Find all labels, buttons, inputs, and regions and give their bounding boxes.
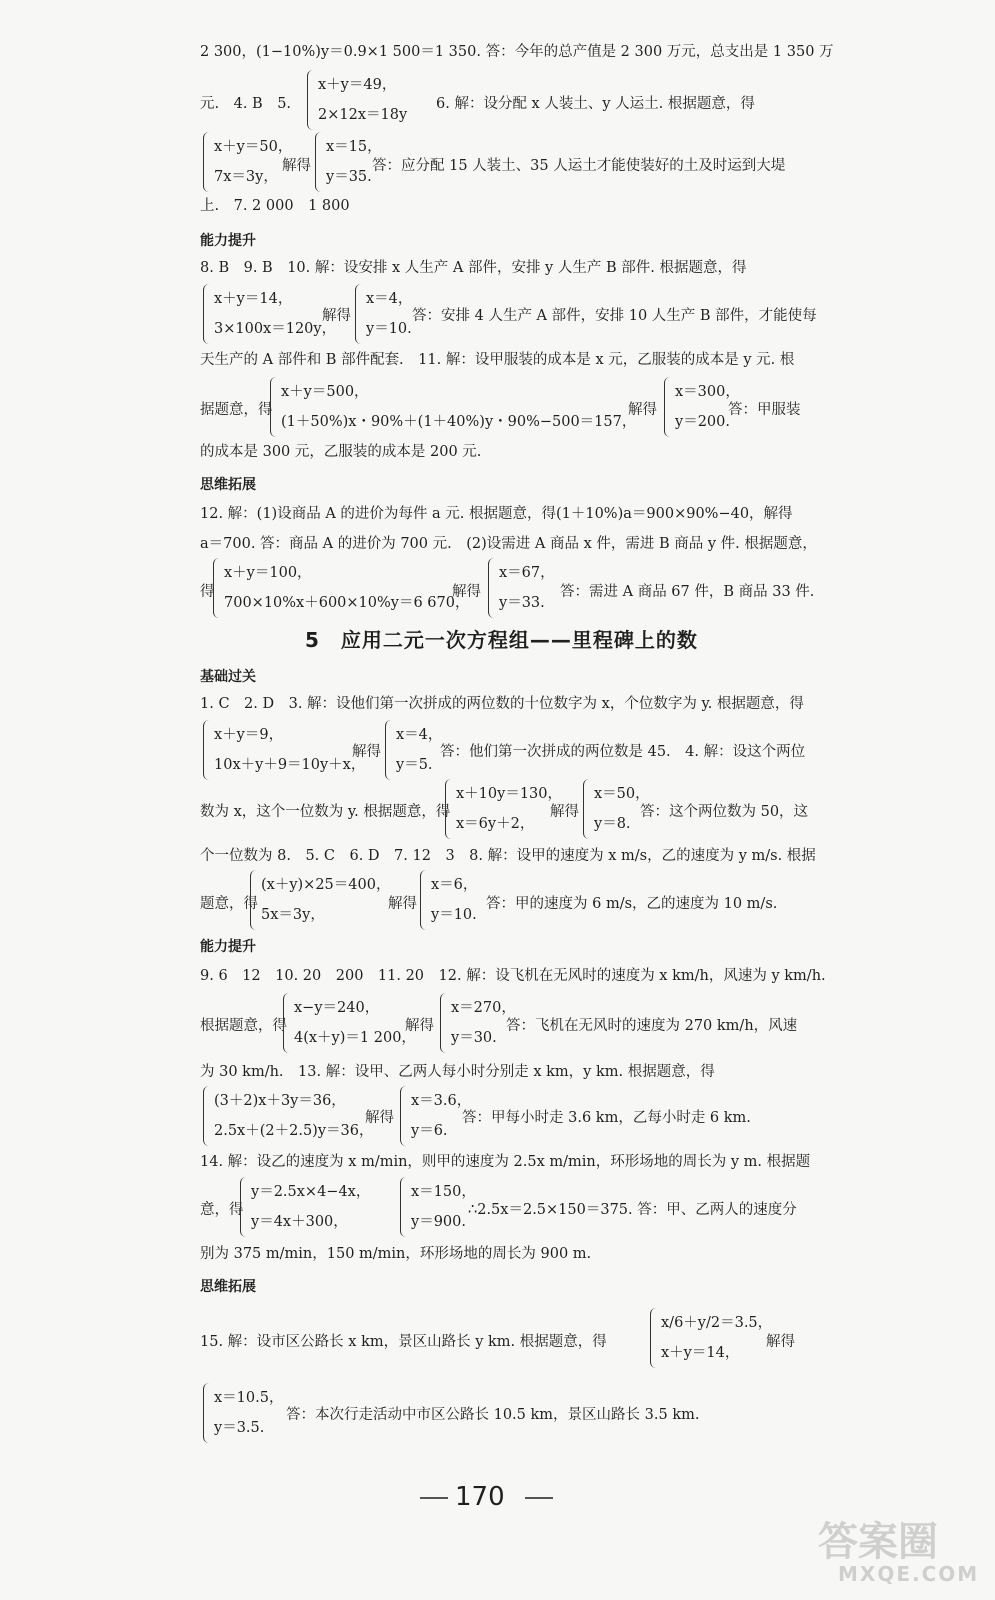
text-line: 数为 x，这个一位数为 y. 根据题意，得 — [200, 804, 451, 820]
text-line: 解得 — [766, 1334, 795, 1350]
equation-system: x＝300， y＝200. — [664, 377, 740, 437]
text-line: 6. 解：设分配 x 人装土、y 人运土. 根据题意，得 — [436, 96, 755, 112]
text-line: 解得 — [322, 308, 351, 324]
text-line: 12. 解：(1)设商品 A 的进价为每件 a 元. 根据题意，得(1＋10%)a＝900×90%−40，解得 — [200, 506, 793, 522]
text-line: 解得 — [405, 1018, 434, 1034]
equation-system: x＝3.6， y＝6. — [400, 1086, 471, 1146]
equation-system: x＋y＝14， 3×100x＝120y， — [203, 284, 336, 344]
equation-system: x＋y＝50， 7x＝3y， — [203, 132, 292, 192]
text-line: 解得 — [452, 584, 481, 600]
equation-system: x＝150， y＝900. — [400, 1177, 476, 1237]
text-line: 天生产的 A 部件和 B 部件配套. 11. 解：设甲服装的成本是 x 元，乙服装的成本是 y 元. 根 — [200, 352, 795, 368]
equation-system: x＋10y＝130， x＝6y＋2， — [445, 779, 562, 839]
text-line: 答：需进 A 商品 67 件，B 商品 33 件. — [560, 584, 815, 600]
text-line: 答：安排 4 人生产 A 部件，安排 10 人生产 B 部件，才能使每 — [412, 308, 817, 324]
text-line: 2 300，(1−10%)y＝0.9×1 500＝1 350. 答：今年的总产值是 2 300 万元，总支出是 1 350 万 — [200, 44, 834, 60]
section-heading: 思维拓展 — [200, 1279, 256, 1295]
text-line: 上. 7. 2 000 1 800 — [200, 198, 350, 214]
equation-system: x−y＝240， 4(x＋y)＝1 200， — [283, 993, 416, 1053]
equation-system: x＝4， y＝10. — [355, 284, 412, 344]
watermark-url: MXQE.COM — [838, 1562, 980, 1586]
equation-system: (x＋y)×25＝400， 5x＝3y， — [250, 870, 390, 930]
watermark-logo — [808, 1510, 988, 1590]
section-heading: 思维拓展 — [200, 477, 256, 493]
equation-system: x＋y＝9， 10x＋y＋9＝10y＋x， — [203, 720, 365, 780]
watermark-title: 答案圈 — [818, 1519, 938, 1565]
section-heading: 基础过关 — [200, 669, 256, 685]
text-line: 答：本次行走活动中市区公路长 10.5 km，景区山路长 3.5 km. — [286, 1407, 700, 1423]
equation-system: x＝10.5， y＝3.5. — [203, 1383, 283, 1443]
equation-system: x＝6， y＝10. — [420, 870, 477, 930]
text-line: 答：甲每小时走 3.6 km，乙每小时走 6 km. — [462, 1110, 751, 1126]
text-line: 答：飞机在无风时的速度为 270 km/h，风速 — [506, 1018, 798, 1034]
text-line: 据题意，得 — [200, 402, 273, 418]
text-line: 答：应分配 15 人装土、35 人运土才能使装好的土及时运到大堤 — [372, 158, 786, 174]
text-line: 个一位数为 8. 5. C 6. D 7. 12 3 8. 解：设甲的速度为 x m/s，乙的速度为 y m/s. 根据 — [200, 848, 816, 864]
text-line: 得 — [200, 584, 215, 600]
section-title: 5 应用二元一次方程组——里程碑上的数 — [305, 628, 698, 652]
section-heading: 能力提升 — [200, 233, 256, 249]
page-number-dash — [420, 1497, 448, 1499]
text-line: 解得 — [365, 1110, 394, 1126]
text-line: 14. 解：设乙的速度为 x m/min，则甲的速度为 2.5x m/min，环形场地的周长为 y m. 根据题 — [200, 1154, 811, 1170]
equation-system: x/6＋y/2＝3.5， x＋y＝14， — [650, 1308, 772, 1368]
text-line: 答：他们第一次拼成的两位数是 45. 4. 解：设这个两位 — [440, 744, 806, 760]
text-line: 15. 解：设市区公路长 x km，景区山路长 y km. 根据题意，得 — [200, 1334, 607, 1350]
text-line: 意，得 — [200, 1202, 244, 1218]
page-number-dash — [525, 1497, 553, 1499]
text-line: 的成本是 300 元，乙服装的成本是 200 元. — [200, 444, 482, 460]
equation-system: x＝15， y＝35. — [315, 132, 382, 192]
page-number: 170 — [455, 1482, 505, 1512]
text-line: a＝700. 答：商品 A 的进价为 700 元. (2)设需进 A 商品 x 件，需进 B 商品 y 件. 根据题意， — [200, 536, 817, 552]
equation-system: x＝50， y＝8. — [583, 779, 650, 839]
text-line: 9. 6 12 10. 20 200 11. 20 12. 解：设飞机在无风时的速度为 x km/h，风速为 y km/h. — [200, 968, 826, 984]
text-line: 元. 4. B 5. — [200, 96, 292, 112]
equation-system: x＝67， y＝33. — [488, 558, 555, 618]
text-line: 根据题意，得 — [200, 1018, 287, 1034]
text-line: 答：甲的速度为 6 m/s，乙的速度为 10 m/s. — [486, 896, 778, 912]
text-line: 解得 — [550, 804, 579, 820]
text-line: 解得 — [628, 402, 657, 418]
text-line: 别为 375 m/min，150 m/min，环形场地的周长为 900 m. — [200, 1246, 592, 1262]
text-line: 答：甲服装 — [728, 402, 801, 418]
text-line: 为 30 km/h. 13. 解：设甲、乙两人每小时分别走 x km，y km. 根据题意，得 — [200, 1064, 715, 1080]
equation-system: x＋y＝49， 2×12x＝18y — [307, 70, 407, 130]
text-line: 题意，得 — [200, 896, 258, 912]
text-line: 8. B 9. B 10. 解：设安排 x 人生产 A 部件，安排 y 人生产 B 部件. 根据题意，得 — [200, 260, 747, 276]
text-line: 解得 — [388, 896, 417, 912]
equation-system: (3＋2)x＋3y＝36， 2.5x＋(2＋2.5)y＝36， — [203, 1086, 373, 1146]
equation-system: x＋y＝100， 700×10%x＋600×10%y＝6 670， — [213, 558, 470, 618]
text-line: ∴2.5x＝2.5×150＝375. 答：甲、乙两人的速度分 — [468, 1202, 797, 1218]
text-line: 答：这个两位数为 50，这 — [640, 804, 809, 820]
equation-system: y＝2.5x×4−4x， y＝4x＋300， — [240, 1177, 370, 1237]
text-line: 1. C 2. D 3. 解：设他们第一次拼成的两位数的十位数字为 x，个位数字为 y. 根据题意，得 — [200, 696, 804, 712]
equation-system: x＝270， y＝30. — [440, 993, 516, 1053]
equation-system: x＝4， y＝5. — [385, 720, 442, 780]
equation-system: x＋y＝500， (1＋50%)x・90%＋(1＋40%)y・90%−500＝157， — [270, 377, 636, 437]
section-heading: 能力提升 — [200, 939, 256, 955]
text-line: 解得 — [282, 158, 311, 174]
text-line: 解得 — [352, 744, 381, 760]
